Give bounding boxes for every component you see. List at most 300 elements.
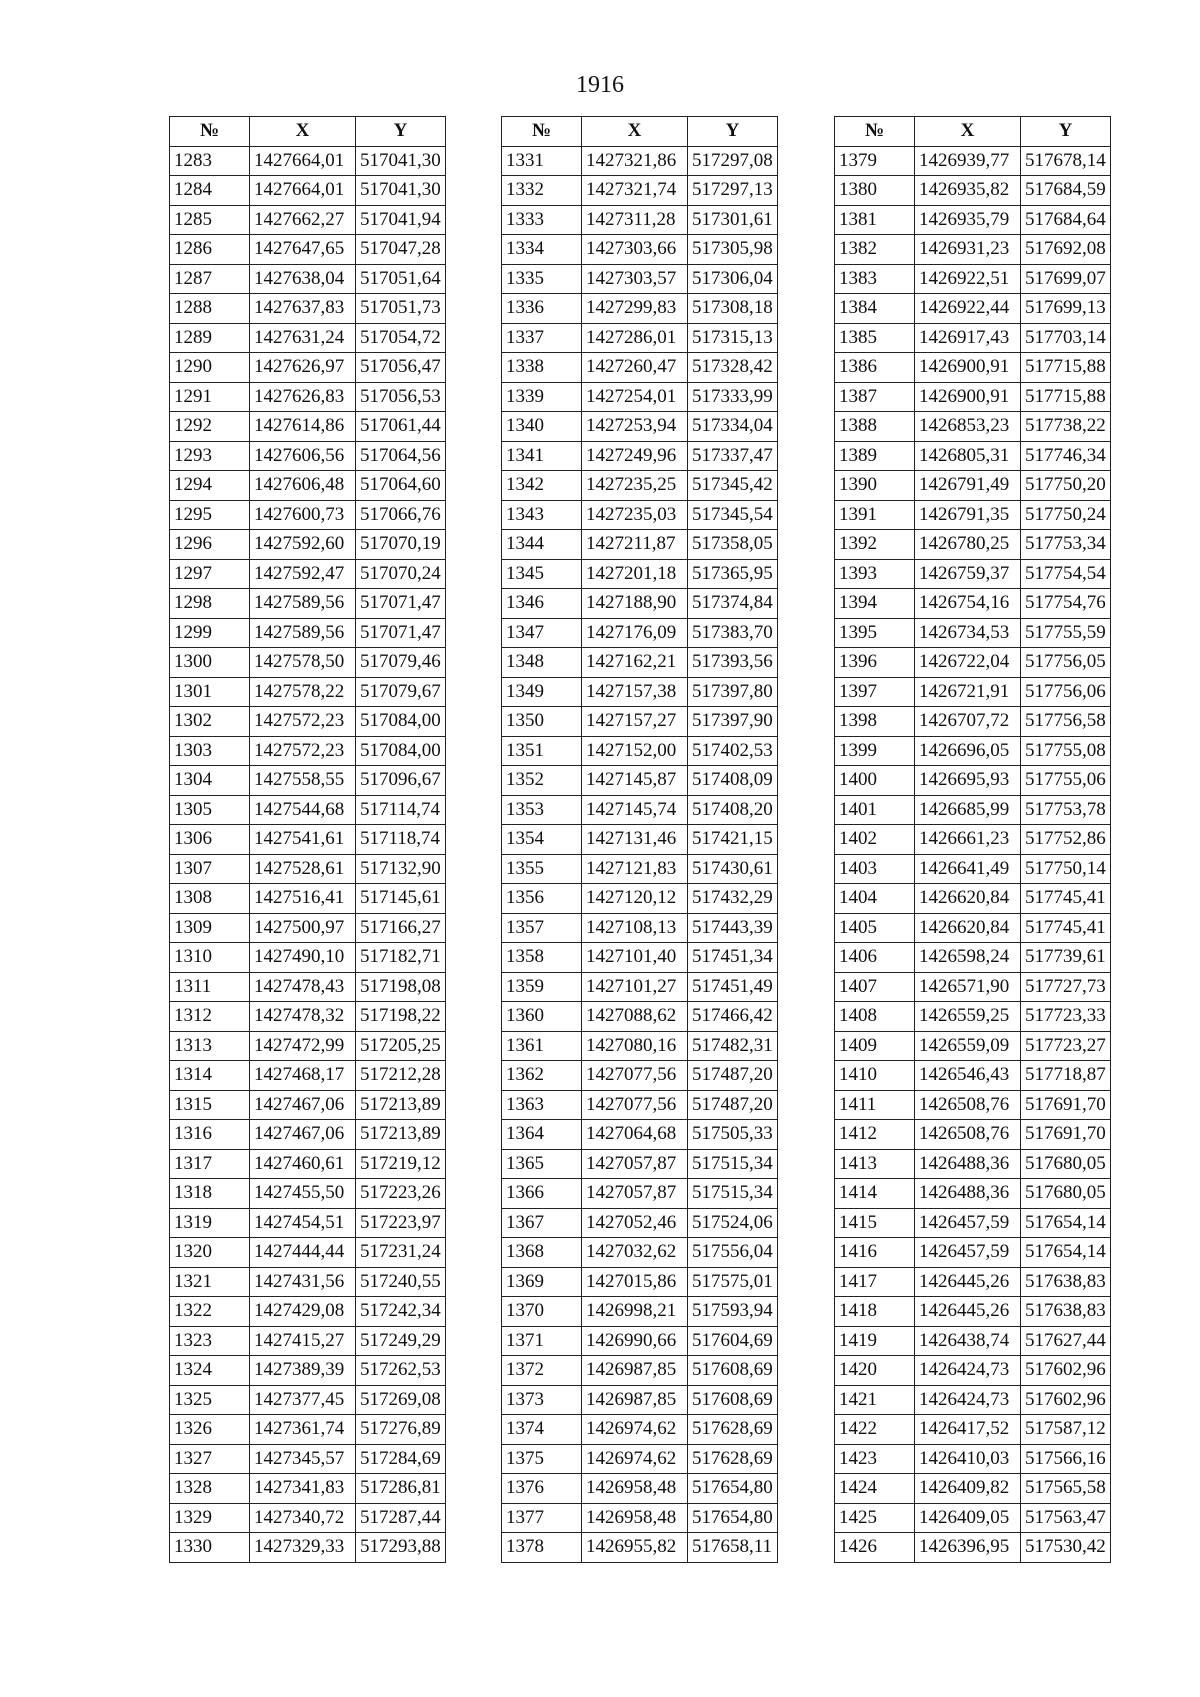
- table-row: [170, 1474, 446, 1504]
- point-number-cell: 1421: [835, 1385, 915, 1415]
- y-coordinate-cell: 517628,69: [688, 1444, 778, 1474]
- point-number-cell: 1325: [170, 1385, 250, 1415]
- y-coordinate-cell: 517723,27: [1021, 1031, 1111, 1061]
- table-row: [835, 943, 1111, 973]
- y-coordinate-cell: 517699,13: [1021, 294, 1111, 324]
- point-number-cell: 1327: [170, 1444, 250, 1474]
- y-coordinate-cell: 517593,94: [688, 1297, 778, 1327]
- x-coordinate-cell: 1427131,46: [582, 825, 688, 855]
- table-row: [502, 1326, 778, 1356]
- table-row: [502, 471, 778, 501]
- table-row: [502, 382, 778, 412]
- x-coordinate-cell: 1427578,50: [250, 648, 356, 678]
- table-row: [835, 766, 1111, 796]
- point-number-cell: 1289: [170, 323, 250, 353]
- point-number-cell: 1354: [502, 825, 582, 855]
- y-coordinate-cell: 517041,30: [356, 176, 446, 206]
- point-number-cell: 1284: [170, 176, 250, 206]
- x-coordinate-cell: 1427606,48: [250, 471, 356, 501]
- table-row: [170, 825, 446, 855]
- y-coordinate-cell: 517223,26: [356, 1179, 446, 1209]
- y-coordinate-cell: 517079,67: [356, 677, 446, 707]
- point-number-cell: 1316: [170, 1120, 250, 1150]
- x-coordinate-cell: 1426424,73: [915, 1356, 1021, 1386]
- point-number-cell: 1296: [170, 530, 250, 560]
- table-row: [502, 1474, 778, 1504]
- table-row: [835, 589, 1111, 619]
- y-coordinate-cell: 517337,47: [688, 441, 778, 471]
- x-coordinate-cell: 1426396,95: [915, 1533, 1021, 1563]
- x-coordinate-cell: 1426780,25: [915, 530, 1021, 560]
- y-coordinate-cell: 517753,34: [1021, 530, 1111, 560]
- x-coordinate-cell: 1426707,72: [915, 707, 1021, 737]
- table-row: [170, 500, 446, 530]
- table-row: [170, 412, 446, 442]
- y-coordinate-cell: 517587,12: [1021, 1415, 1111, 1445]
- table-header: [170, 117, 446, 147]
- page-number: 1916: [576, 72, 624, 98]
- point-number-cell: 1345: [502, 559, 582, 589]
- x-coordinate-cell: 1426438,74: [915, 1326, 1021, 1356]
- point-number-cell: 1307: [170, 854, 250, 884]
- table-row: [170, 795, 446, 825]
- y-coordinate-cell: 517118,74: [356, 825, 446, 855]
- point-number-cell: 1394: [835, 589, 915, 619]
- point-number-cell: 1283: [170, 146, 250, 176]
- table-row: [170, 1149, 446, 1179]
- point-number-cell: 1298: [170, 589, 250, 619]
- point-number-cell: 1309: [170, 913, 250, 943]
- table-row: [170, 1415, 446, 1445]
- y-coordinate-cell: 517402,53: [688, 736, 778, 766]
- x-coordinate-cell: 1427429,08: [250, 1297, 356, 1327]
- point-number-cell: 1339: [502, 382, 582, 412]
- point-number-cell: 1377: [502, 1503, 582, 1533]
- table-row: [835, 1385, 1111, 1415]
- point-number-cell: 1423: [835, 1444, 915, 1474]
- point-number-cell: 1322: [170, 1297, 250, 1327]
- table-row: [502, 795, 778, 825]
- table-row: [170, 530, 446, 560]
- y-coordinate-cell: 517487,20: [688, 1090, 778, 1120]
- x-coordinate-cell: 1427057,87: [582, 1179, 688, 1209]
- point-number-cell: 1352: [502, 766, 582, 796]
- x-coordinate-cell: 1427572,23: [250, 736, 356, 766]
- y-coordinate-cell: 517345,42: [688, 471, 778, 501]
- y-coordinate-cell: 517132,90: [356, 854, 446, 884]
- x-coordinate-cell: 1426917,43: [915, 323, 1021, 353]
- point-number-cell: 1400: [835, 766, 915, 796]
- point-number-cell: 1343: [502, 500, 582, 530]
- y-coordinate-cell: 517738,22: [1021, 412, 1111, 442]
- table-row: [170, 441, 446, 471]
- table-row: [170, 1031, 446, 1061]
- table-row: [835, 1326, 1111, 1356]
- y-coordinate-cell: 517756,05: [1021, 648, 1111, 678]
- table-row: [835, 412, 1111, 442]
- point-number-cell: 1292: [170, 412, 250, 442]
- x-coordinate-cell: 1426409,05: [915, 1503, 1021, 1533]
- table-row: [502, 500, 778, 530]
- table-row: [170, 1061, 446, 1091]
- point-number-cell: 1371: [502, 1326, 582, 1356]
- point-number-cell: 1323: [170, 1326, 250, 1356]
- x-coordinate-cell: 1427592,47: [250, 559, 356, 589]
- y-coordinate-cell: 517692,08: [1021, 235, 1111, 265]
- table-row: [170, 648, 446, 678]
- table-row: [835, 264, 1111, 294]
- table-row: [502, 441, 778, 471]
- x-coordinate-cell: 1427578,22: [250, 677, 356, 707]
- table-row: [170, 884, 446, 914]
- table-body: [170, 146, 446, 1562]
- point-number-cell: 1384: [835, 294, 915, 324]
- y-coordinate-cell: 517071,47: [356, 589, 446, 619]
- table-row: [502, 677, 778, 707]
- table-body: [835, 146, 1111, 1562]
- point-number-cell: 1330: [170, 1533, 250, 1563]
- table-row: [835, 353, 1111, 383]
- table-row: [835, 972, 1111, 1002]
- x-coordinate-cell: 1427415,27: [250, 1326, 356, 1356]
- point-number-cell: 1338: [502, 353, 582, 383]
- x-coordinate-cell: 1426935,82: [915, 176, 1021, 206]
- table-row: [502, 1385, 778, 1415]
- table-row: [502, 618, 778, 648]
- y-coordinate-cell: 517654,80: [688, 1503, 778, 1533]
- x-coordinate-cell: 1427592,60: [250, 530, 356, 560]
- y-coordinate-cell: 517699,07: [1021, 264, 1111, 294]
- coordinate-table-2: [501, 116, 778, 1563]
- y-coordinate-cell: 517604,69: [688, 1326, 778, 1356]
- y-coordinate-cell: 517654,14: [1021, 1238, 1111, 1268]
- x-coordinate-cell: 1427145,87: [582, 766, 688, 796]
- point-number-cell: 1420: [835, 1356, 915, 1386]
- y-coordinate-cell: 517684,59: [1021, 176, 1111, 206]
- table-row: [170, 1356, 446, 1386]
- table-row: [170, 736, 446, 766]
- table-row: [502, 1120, 778, 1150]
- point-number-cell: 1410: [835, 1061, 915, 1091]
- y-coordinate-cell: 517680,05: [1021, 1179, 1111, 1209]
- point-number-cell: 1404: [835, 884, 915, 914]
- x-coordinate-cell: 1427460,61: [250, 1149, 356, 1179]
- table-row: [502, 1444, 778, 1474]
- table-row: [502, 412, 778, 442]
- table-row: [835, 1474, 1111, 1504]
- table-row: [835, 500, 1111, 530]
- table-row: [835, 559, 1111, 589]
- x-coordinate-cell: 1426791,49: [915, 471, 1021, 501]
- table-row: [835, 825, 1111, 855]
- point-number-cell: 1300: [170, 648, 250, 678]
- x-coordinate-cell: 1427032,62: [582, 1238, 688, 1268]
- y-coordinate-cell: 517297,13: [688, 176, 778, 206]
- x-coordinate-cell: 1427254,01: [582, 382, 688, 412]
- point-number-cell: 1293: [170, 441, 250, 471]
- point-number-cell: 1374: [502, 1415, 582, 1445]
- y-coordinate-cell: 517718,87: [1021, 1061, 1111, 1091]
- table-row: [170, 235, 446, 265]
- point-number-cell: 1349: [502, 677, 582, 707]
- x-coordinate-cell: 1426853,23: [915, 412, 1021, 442]
- point-number-cell: 1319: [170, 1208, 250, 1238]
- table-row: [835, 707, 1111, 737]
- y-coordinate-cell: 517746,34: [1021, 441, 1111, 471]
- point-number-cell: 1305: [170, 795, 250, 825]
- point-number-cell: 1331: [502, 146, 582, 176]
- point-number-cell: 1287: [170, 264, 250, 294]
- x-coordinate-cell: 1426445,26: [915, 1267, 1021, 1297]
- y-coordinate-cell: 517219,12: [356, 1149, 446, 1179]
- y-coordinate-cell: 517213,89: [356, 1120, 446, 1150]
- x-coordinate-cell: 1427286,01: [582, 323, 688, 353]
- x-coordinate-cell: 1427500,97: [250, 913, 356, 943]
- y-coordinate-cell: 517286,81: [356, 1474, 446, 1504]
- point-number-cell: 1335: [502, 264, 582, 294]
- point-number-cell: 1406: [835, 943, 915, 973]
- column-header-x: X: [582, 117, 688, 147]
- x-coordinate-cell: 1427589,56: [250, 618, 356, 648]
- y-coordinate-cell: 517515,34: [688, 1179, 778, 1209]
- x-coordinate-cell: 1426445,26: [915, 1297, 1021, 1327]
- x-coordinate-cell: 1426620,84: [915, 913, 1021, 943]
- point-number-cell: 1362: [502, 1061, 582, 1091]
- table-row: [502, 1533, 778, 1563]
- y-coordinate-cell: 517756,06: [1021, 677, 1111, 707]
- x-coordinate-cell: 1427077,56: [582, 1090, 688, 1120]
- x-coordinate-cell: 1426974,62: [582, 1444, 688, 1474]
- y-coordinate-cell: 517054,72: [356, 323, 446, 353]
- y-coordinate-cell: 517566,16: [1021, 1444, 1111, 1474]
- y-coordinate-cell: 517397,90: [688, 707, 778, 737]
- x-coordinate-cell: 1427101,27: [582, 972, 688, 1002]
- point-number-cell: 1395: [835, 618, 915, 648]
- y-coordinate-cell: 517739,61: [1021, 943, 1111, 973]
- table-row: [502, 707, 778, 737]
- point-number-cell: 1422: [835, 1415, 915, 1445]
- table-row: [170, 854, 446, 884]
- y-coordinate-cell: 517315,13: [688, 323, 778, 353]
- y-coordinate-cell: 517432,29: [688, 884, 778, 914]
- point-number-cell: 1366: [502, 1179, 582, 1209]
- table-row: [502, 146, 778, 176]
- point-number-cell: 1356: [502, 884, 582, 914]
- x-coordinate-cell: 1427478,32: [250, 1002, 356, 1032]
- point-number-cell: 1288: [170, 294, 250, 324]
- table-row: [835, 1031, 1111, 1061]
- table-header: [502, 117, 778, 147]
- x-coordinate-cell: 1427176,09: [582, 618, 688, 648]
- y-coordinate-cell: 517084,00: [356, 707, 446, 737]
- x-coordinate-cell: 1427454,51: [250, 1208, 356, 1238]
- table-header: [835, 117, 1111, 147]
- y-coordinate-cell: 517466,42: [688, 1002, 778, 1032]
- table-row: [502, 1503, 778, 1533]
- point-number-cell: 1294: [170, 471, 250, 501]
- x-coordinate-cell: 1427329,33: [250, 1533, 356, 1563]
- x-coordinate-cell: 1427088,62: [582, 1002, 688, 1032]
- x-coordinate-cell: 1427321,74: [582, 176, 688, 206]
- x-coordinate-cell: 1426987,85: [582, 1385, 688, 1415]
- point-number-cell: 1326: [170, 1415, 250, 1445]
- x-coordinate-cell: 1426661,23: [915, 825, 1021, 855]
- table-row: [170, 323, 446, 353]
- y-coordinate-cell: 517750,24: [1021, 500, 1111, 530]
- x-coordinate-cell: 1426791,35: [915, 500, 1021, 530]
- point-number-cell: 1399: [835, 736, 915, 766]
- coordinate-table-1: [169, 116, 446, 1563]
- y-coordinate-cell: 517305,98: [688, 235, 778, 265]
- x-coordinate-cell: 1427101,40: [582, 943, 688, 973]
- table-row: [502, 176, 778, 206]
- point-number-cell: 1359: [502, 972, 582, 1002]
- x-coordinate-cell: 1426598,24: [915, 943, 1021, 973]
- y-coordinate-cell: 517678,14: [1021, 146, 1111, 176]
- x-coordinate-cell: 1427467,06: [250, 1090, 356, 1120]
- table-row: [170, 943, 446, 973]
- point-number-cell: 1285: [170, 205, 250, 235]
- x-coordinate-cell: 1427201,18: [582, 559, 688, 589]
- point-number-cell: 1333: [502, 205, 582, 235]
- table-row: [502, 1002, 778, 1032]
- y-coordinate-cell: 517727,73: [1021, 972, 1111, 1002]
- point-number-cell: 1372: [502, 1356, 582, 1386]
- table-row: [502, 943, 778, 973]
- table-row: [835, 1179, 1111, 1209]
- point-number-cell: 1408: [835, 1002, 915, 1032]
- x-coordinate-cell: 1427528,61: [250, 854, 356, 884]
- y-coordinate-cell: 517753,78: [1021, 795, 1111, 825]
- table-row: [835, 294, 1111, 324]
- y-coordinate-cell: 517515,34: [688, 1149, 778, 1179]
- point-number-cell: 1299: [170, 618, 250, 648]
- point-number-cell: 1419: [835, 1326, 915, 1356]
- y-coordinate-cell: 517752,86: [1021, 825, 1111, 855]
- point-number-cell: 1415: [835, 1208, 915, 1238]
- table-row: [170, 1238, 446, 1268]
- point-number-cell: 1353: [502, 795, 582, 825]
- y-coordinate-cell: 517680,05: [1021, 1149, 1111, 1179]
- table-row: [502, 1297, 778, 1327]
- y-coordinate-cell: 517276,89: [356, 1415, 446, 1445]
- point-number-cell: 1301: [170, 677, 250, 707]
- x-coordinate-cell: 1426457,59: [915, 1208, 1021, 1238]
- point-number-cell: 1313: [170, 1031, 250, 1061]
- y-coordinate-cell: 517182,71: [356, 943, 446, 973]
- point-number-cell: 1412: [835, 1120, 915, 1150]
- table-row: [835, 854, 1111, 884]
- point-number-cell: 1414: [835, 1179, 915, 1209]
- y-coordinate-cell: 517064,56: [356, 441, 446, 471]
- y-coordinate-cell: 517293,88: [356, 1533, 446, 1563]
- x-coordinate-cell: 1426620,84: [915, 884, 1021, 914]
- y-coordinate-cell: 517654,80: [688, 1474, 778, 1504]
- column-header-number: №: [170, 117, 250, 147]
- table-row: [835, 1533, 1111, 1563]
- y-coordinate-cell: 517754,54: [1021, 559, 1111, 589]
- x-coordinate-cell: 1427157,38: [582, 677, 688, 707]
- y-coordinate-cell: 517750,20: [1021, 471, 1111, 501]
- x-coordinate-cell: 1426508,76: [915, 1090, 1021, 1120]
- x-coordinate-cell: 1427664,01: [250, 176, 356, 206]
- y-coordinate-cell: 517397,80: [688, 677, 778, 707]
- y-coordinate-cell: 517262,53: [356, 1356, 446, 1386]
- x-coordinate-cell: 1426990,66: [582, 1326, 688, 1356]
- x-coordinate-cell: 1426987,85: [582, 1356, 688, 1386]
- table-row: [170, 1120, 446, 1150]
- point-number-cell: 1405: [835, 913, 915, 943]
- y-coordinate-cell: 517198,08: [356, 972, 446, 1002]
- table-row: [835, 736, 1111, 766]
- x-coordinate-cell: 1427080,16: [582, 1031, 688, 1061]
- point-number-cell: 1351: [502, 736, 582, 766]
- table-row: [835, 1444, 1111, 1474]
- y-coordinate-cell: 517374,84: [688, 589, 778, 619]
- y-coordinate-cell: 517297,08: [688, 146, 778, 176]
- x-coordinate-cell: 1426722,04: [915, 648, 1021, 678]
- y-coordinate-cell: 517745,41: [1021, 913, 1111, 943]
- point-number-cell: 1329: [170, 1503, 250, 1533]
- table-row: [835, 146, 1111, 176]
- x-coordinate-cell: 1427211,87: [582, 530, 688, 560]
- y-coordinate-cell: 517524,06: [688, 1208, 778, 1238]
- point-number-cell: 1393: [835, 559, 915, 589]
- y-coordinate-cell: 517047,28: [356, 235, 446, 265]
- x-coordinate-cell: 1427249,96: [582, 441, 688, 471]
- point-number-cell: 1376: [502, 1474, 582, 1504]
- table-row: [502, 884, 778, 914]
- y-coordinate-cell: 517145,61: [356, 884, 446, 914]
- point-number-cell: 1363: [502, 1090, 582, 1120]
- x-coordinate-cell: 1426900,91: [915, 353, 1021, 383]
- table-row: [502, 235, 778, 265]
- x-coordinate-cell: 1427321,86: [582, 146, 688, 176]
- point-number-cell: 1413: [835, 1149, 915, 1179]
- x-coordinate-cell: 1426424,73: [915, 1385, 1021, 1415]
- point-number-cell: 1398: [835, 707, 915, 737]
- table-row: [835, 1356, 1111, 1386]
- x-coordinate-cell: 1427361,74: [250, 1415, 356, 1445]
- point-number-cell: 1370: [502, 1297, 582, 1327]
- y-coordinate-cell: 517242,34: [356, 1297, 446, 1327]
- y-coordinate-cell: 517064,60: [356, 471, 446, 501]
- x-coordinate-cell: 1427341,83: [250, 1474, 356, 1504]
- y-coordinate-cell: 517756,58: [1021, 707, 1111, 737]
- x-coordinate-cell: 1427253,94: [582, 412, 688, 442]
- y-coordinate-cell: 517393,56: [688, 648, 778, 678]
- x-coordinate-cell: 1427077,56: [582, 1061, 688, 1091]
- point-number-cell: 1304: [170, 766, 250, 796]
- table-row: [835, 323, 1111, 353]
- table-row: [502, 589, 778, 619]
- y-coordinate-cell: 517602,96: [1021, 1356, 1111, 1386]
- x-coordinate-cell: 1427444,44: [250, 1238, 356, 1268]
- point-number-cell: 1387: [835, 382, 915, 412]
- y-coordinate-cell: 517628,69: [688, 1415, 778, 1445]
- y-coordinate-cell: 517530,42: [1021, 1533, 1111, 1563]
- x-coordinate-cell: 1427468,17: [250, 1061, 356, 1091]
- y-coordinate-cell: 517421,15: [688, 825, 778, 855]
- y-coordinate-cell: 517750,14: [1021, 854, 1111, 884]
- table-row: [502, 1179, 778, 1209]
- column-header-number: №: [835, 117, 915, 147]
- table-row: [835, 1238, 1111, 1268]
- table-row: [170, 1002, 446, 1032]
- y-coordinate-cell: 517430,61: [688, 854, 778, 884]
- x-coordinate-cell: 1426759,37: [915, 559, 1021, 589]
- y-coordinate-cell: 517608,69: [688, 1356, 778, 1386]
